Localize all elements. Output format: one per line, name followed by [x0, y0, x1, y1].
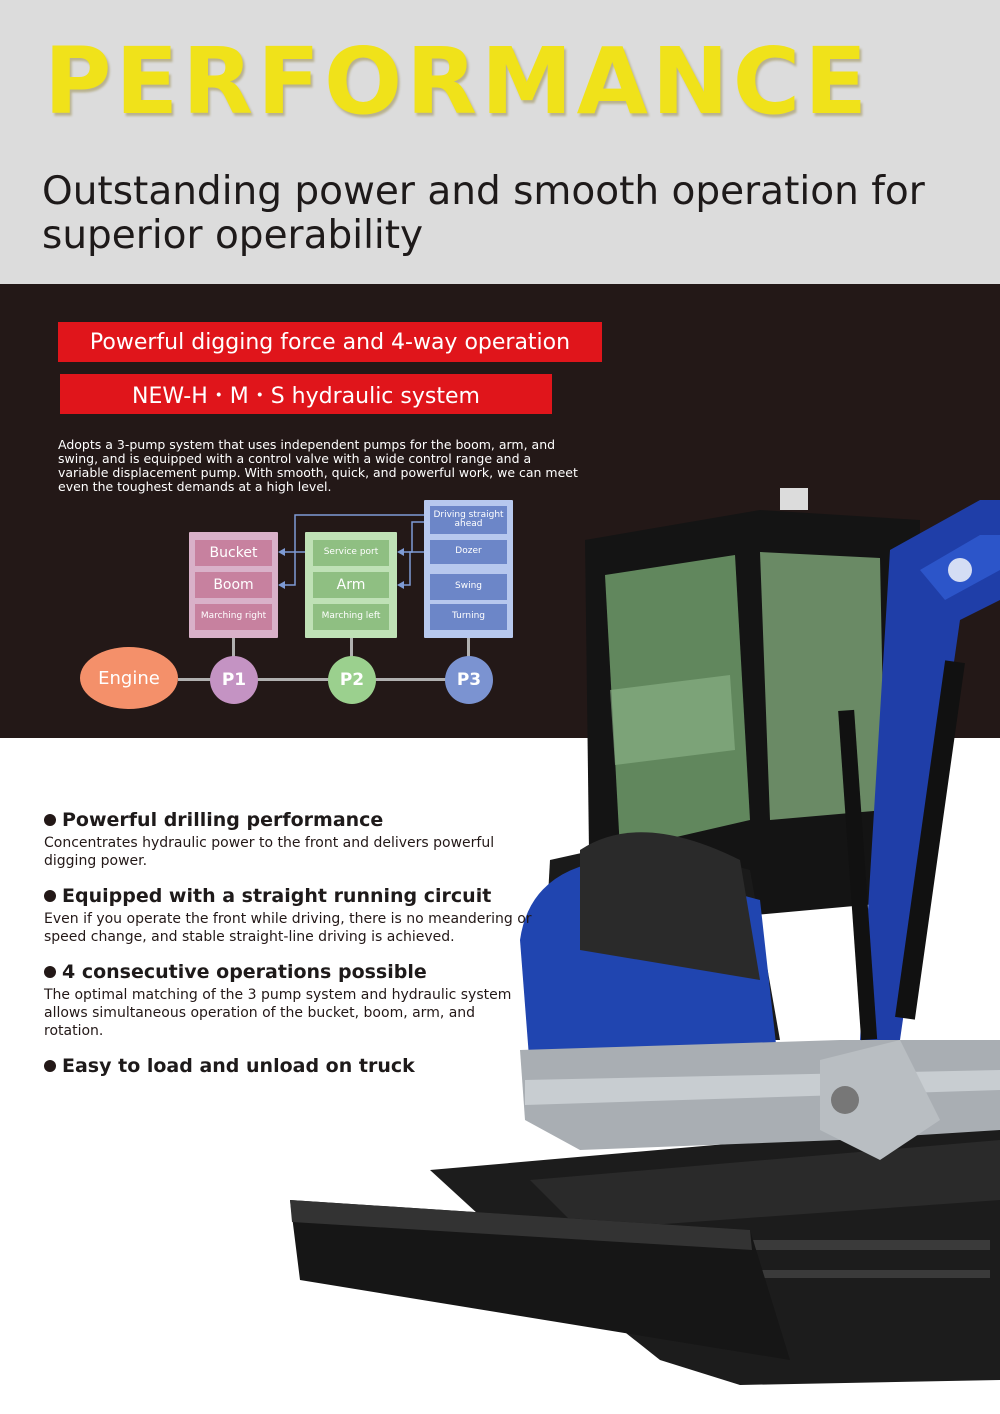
- feature-title: [44, 960, 534, 984]
- bullet-icon: [44, 890, 56, 902]
- feature-title: [44, 808, 534, 832]
- feature-item: [44, 808, 534, 870]
- function-driving-straight: Driving straight ahead: [430, 506, 507, 534]
- function-swing: Swing: [430, 574, 507, 600]
- p3-function-group: [424, 500, 513, 638]
- feature-title-text: Easy to load and unload on truck: [62, 1055, 415, 1077]
- p2-function-group: [305, 532, 397, 638]
- headline-digging-force: Powerful digging force and 4-way operation: [58, 322, 602, 362]
- page-subtitle: Outstanding power and smooth operation for superior operability: [42, 169, 925, 258]
- feature-item: [44, 1054, 534, 1078]
- feature-description: Concentrates hydraulic power to the front and delivers powerful digging power.: [44, 835, 495, 869]
- p1-function-group: [189, 532, 278, 638]
- bullet-icon: [44, 966, 56, 978]
- feature-title-text: 4 consecutive operations possible: [62, 961, 427, 983]
- feature-title-text: Equipped with a straight running circuit: [62, 885, 492, 907]
- feature-description: The optimal matching of the 3 pump system and hydraulic system allows simultaneous operation of the bucket, boom, arm, and rotation.: [44, 987, 512, 1039]
- engine-node: Engine: [80, 647, 178, 709]
- intro-paragraph: Adopts a 3-pump system that uses independent pumps for the boom, arm, and swing, and is equipped with a control valve with a wide control range and a variable displacement pump. With smooth, quick, and powerful work, we can meet even the toughest demands at a high level.: [58, 437, 578, 494]
- pump-p3: P3: [445, 656, 493, 704]
- function-marching-right: Marching right: [195, 604, 272, 630]
- headline-hydraulic-system: NEW-H・M・S hydraulic system: [60, 374, 552, 414]
- function-bucket: Bucket: [195, 540, 272, 566]
- feature-title: [44, 1054, 534, 1078]
- feature-list: [44, 808, 534, 1092]
- feature-item: [44, 884, 534, 946]
- bullet-icon: [44, 1060, 56, 1072]
- pump-p1: P1: [210, 656, 258, 704]
- feature-title: [44, 884, 534, 908]
- bullet-icon: [44, 814, 56, 826]
- feature-title-text: Powerful drilling performance: [62, 809, 384, 831]
- function-marching-left: Marching left: [313, 604, 389, 630]
- feature-description: Even if you operate the front while driving, there is no meandering or speed change, and stable straight-line driving is achieved.: [44, 911, 532, 945]
- function-arm: Arm: [313, 572, 389, 598]
- function-dozer: Dozer: [430, 540, 507, 564]
- function-boom: Boom: [195, 572, 272, 598]
- function-turning: Turning: [430, 604, 507, 630]
- function-service-port: Service port: [313, 540, 389, 566]
- pump-p2: P2: [328, 656, 376, 704]
- feature-item: [44, 960, 534, 1040]
- page-title: PERFORMANCE: [44, 28, 872, 135]
